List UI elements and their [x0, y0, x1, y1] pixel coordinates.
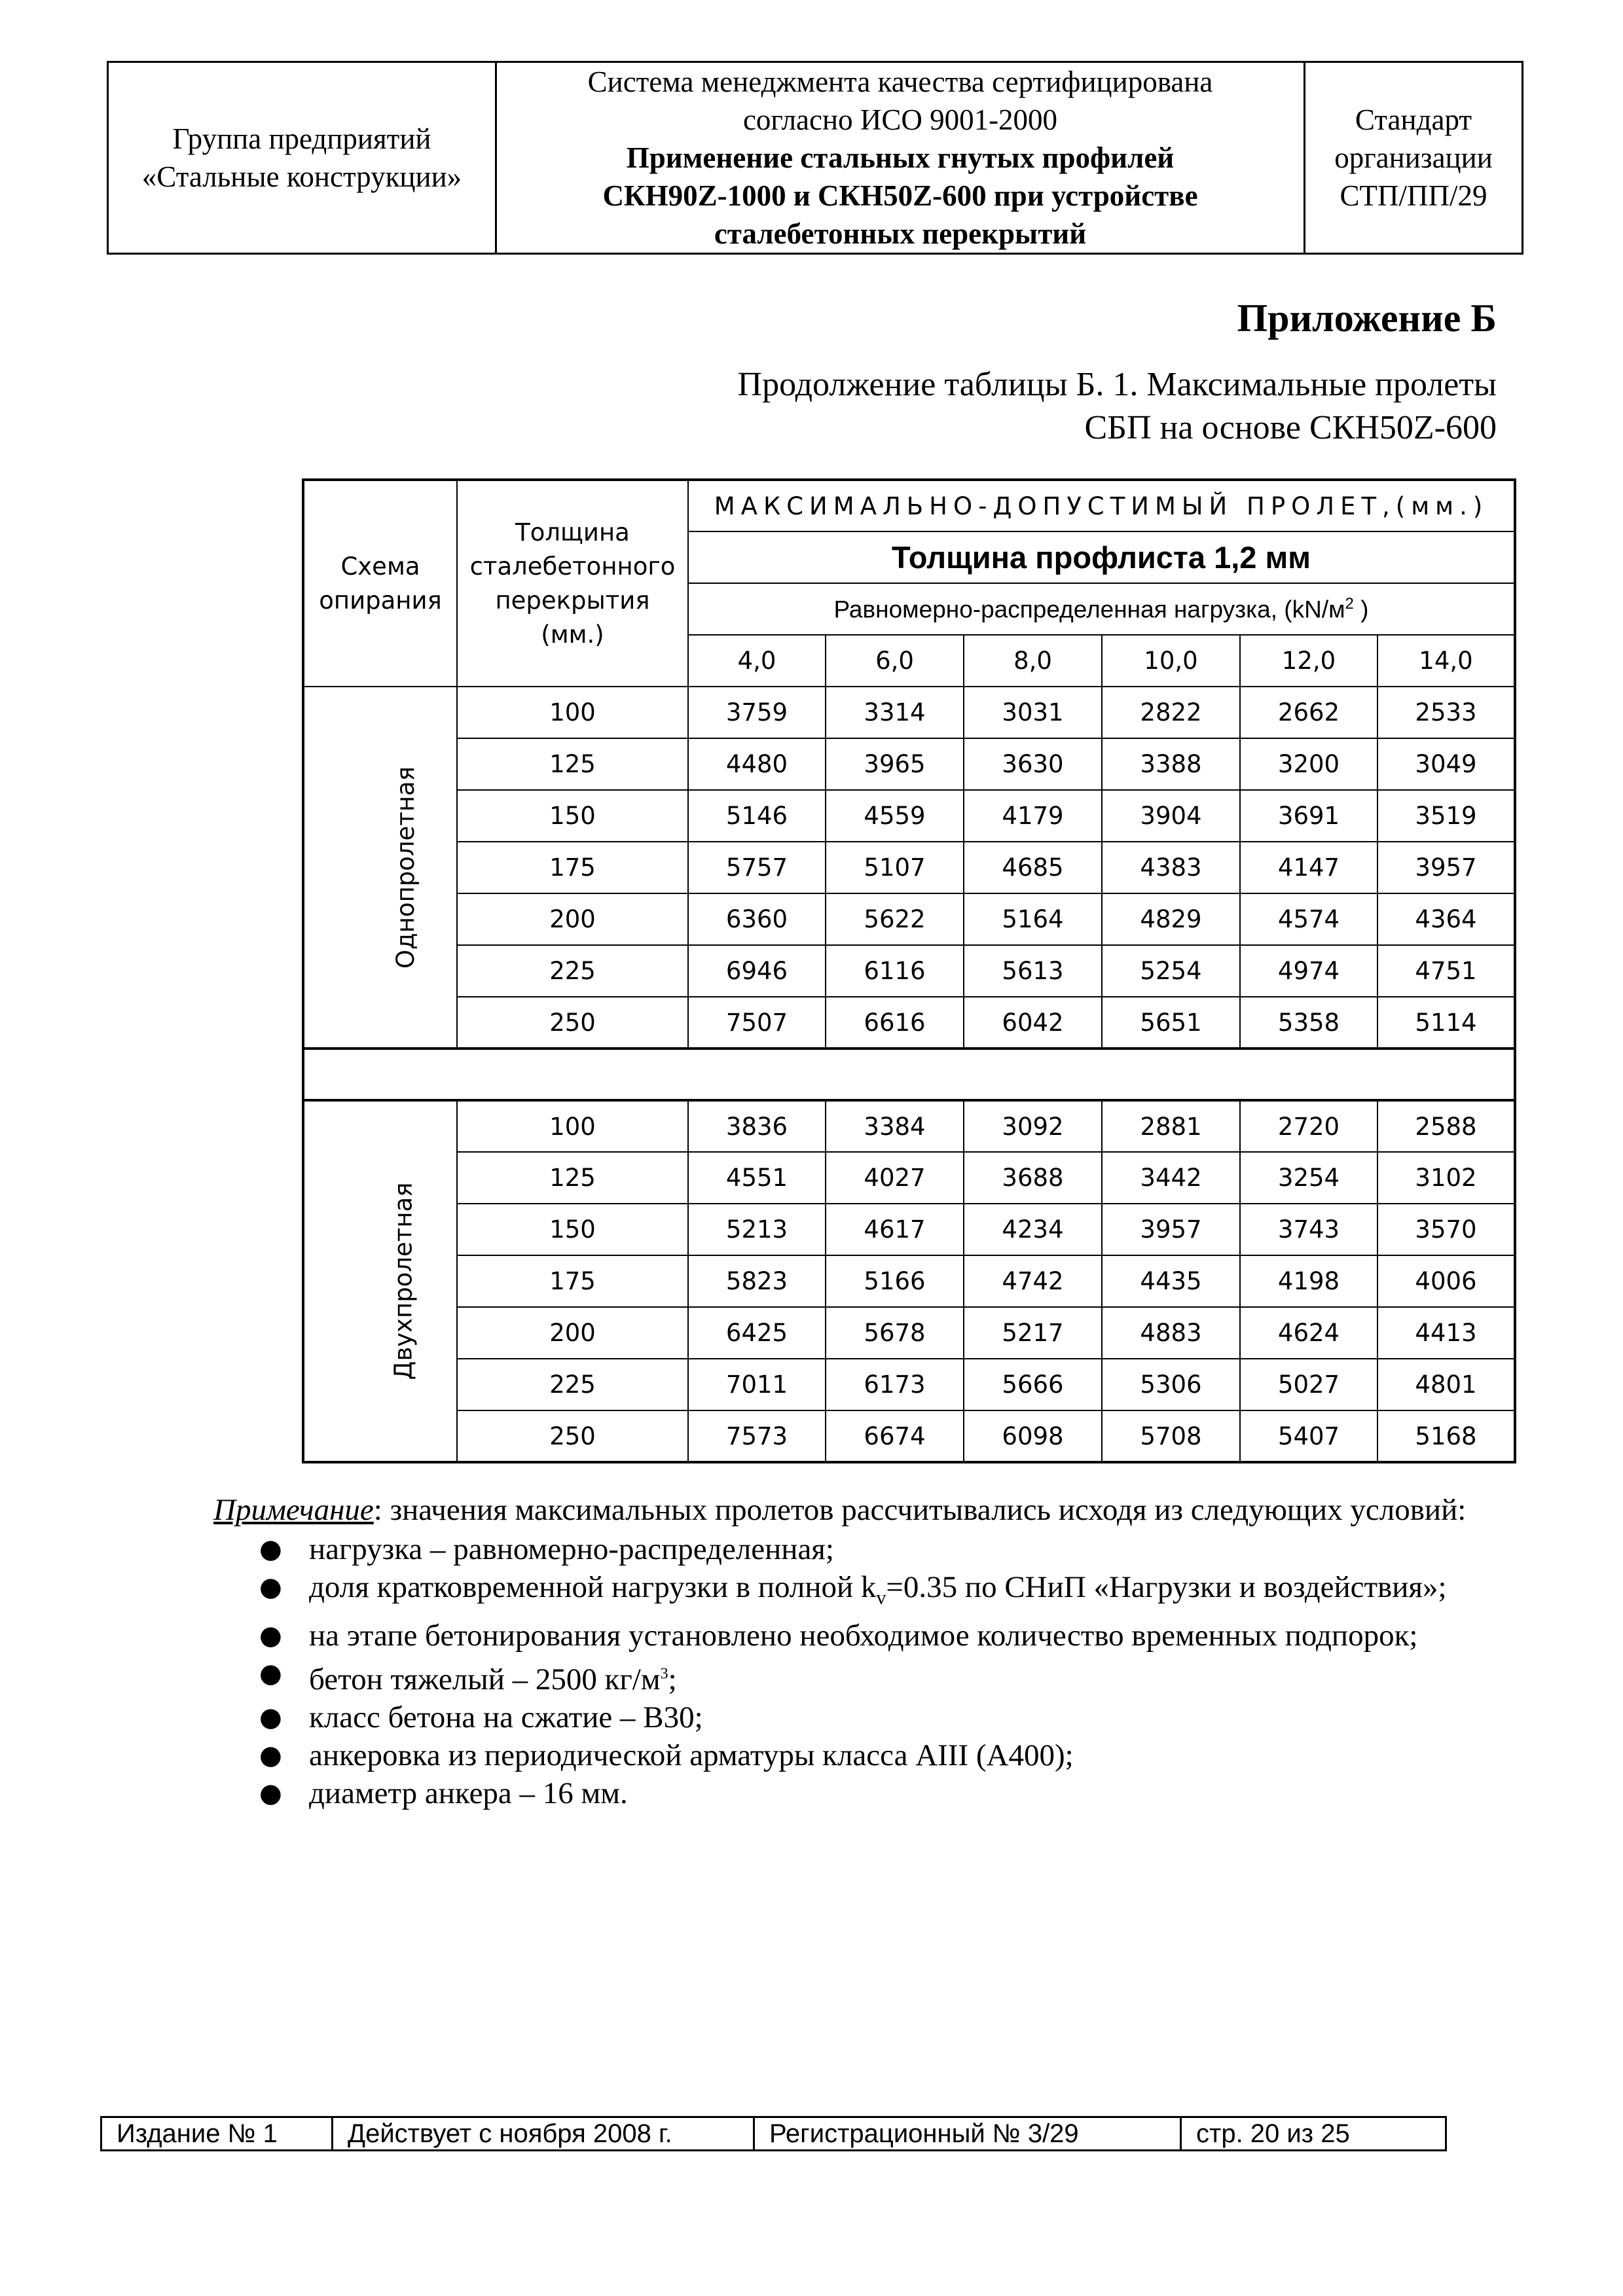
- header-org-line: Группа предприятий: [172, 122, 431, 155]
- span-value-cell: 4883: [1102, 1307, 1240, 1359]
- span-value-cell: 4413: [1377, 1307, 1515, 1359]
- span-value-cell: 3442: [1102, 1152, 1240, 1204]
- span-table-body: [303, 687, 1515, 1462]
- table-caption: [738, 363, 1497, 450]
- span-value-cell: 5027: [1240, 1359, 1377, 1410]
- span-value-cell: 7507: [688, 997, 826, 1049]
- span-value-cell: 3691: [1240, 790, 1377, 842]
- span-value-cell: 3031: [964, 687, 1102, 738]
- slab-thickness-cell: 150: [457, 790, 688, 842]
- span-value-cell: 4617: [826, 1204, 964, 1255]
- note-item-text: класс бетона на сжатие – B30;: [309, 1700, 703, 1735]
- max-span-header: МАКСИМАЛЬНО-ДОПУСТИМЫЙ ПРОЛЕТ,(мм.): [688, 480, 1515, 531]
- note-item-text: на этапе бетонирования установлено необходимое количество временных подпорок;: [309, 1619, 1418, 1653]
- note-item-text: доля кратковременной нагрузки в полной $k_v=0.35$ по СНиП «Нагрузки и воздействия»;: [309, 1570, 1447, 1609]
- span-value-cell: 3904: [1102, 790, 1240, 842]
- span-value-cell: 5213: [688, 1204, 826, 1255]
- span-value-cell: 4234: [964, 1204, 1102, 1255]
- footer-page-number: стр. 20 из 25: [1181, 2117, 1446, 2151]
- load-value-cell: 4,0: [688, 635, 826, 687]
- span-value-cell: 5757: [688, 842, 826, 893]
- load-header-sup: 2: [1345, 594, 1354, 613]
- caption-line: Продолжение таблицы Б. 1. Максимальные пролеты: [737, 366, 1497, 403]
- bullet-icon: ●: [259, 1534, 282, 1564]
- note-item: [213, 1568, 1500, 1617]
- span-value-cell: 3957: [1377, 842, 1515, 893]
- span-value-cell: 5823: [688, 1255, 826, 1307]
- span-value-cell: 5254: [1102, 945, 1240, 997]
- bullet-icon: ●: [259, 1621, 282, 1651]
- span-value-cell: 3384: [826, 1100, 964, 1152]
- col-header-scheme-line: Схема: [340, 552, 420, 581]
- document-footer: [100, 2116, 1447, 2151]
- span-value-cell: 2588: [1377, 1100, 1515, 1152]
- span-value-cell: 3519: [1377, 790, 1515, 842]
- span-value-cell: 6042: [964, 997, 1102, 1049]
- span-value-cell: 3630: [964, 738, 1102, 790]
- load-header: [688, 583, 1515, 635]
- note-item: [213, 1736, 1500, 1774]
- slab-thickness-cell: 200: [457, 893, 688, 945]
- span-value-cell: 4801: [1377, 1359, 1515, 1410]
- table-row: [303, 945, 1515, 997]
- span-value-cell: 4383: [1102, 842, 1240, 893]
- span-value-cell: 6173: [826, 1359, 964, 1410]
- profile-thickness-header: Толщина профлиста 1,2 мм: [688, 531, 1515, 583]
- table-row: [303, 1100, 1515, 1152]
- slab-thickness-cell: 225: [457, 1359, 688, 1410]
- span-value-cell: 2533: [1377, 687, 1515, 738]
- span-value-cell: 5217: [964, 1307, 1102, 1359]
- footer-valid-since: Действует с ноября 2008 г.: [333, 2117, 754, 2151]
- col-header-scheme-line: опирания: [319, 586, 442, 615]
- note-item: [213, 1655, 1500, 1698]
- slab-thickness-cell: 175: [457, 842, 688, 893]
- span-value-cell: 6098: [964, 1410, 1102, 1462]
- header-standard-line: организации: [1334, 141, 1493, 174]
- slab-thickness-cell: 125: [457, 738, 688, 790]
- note-item: [213, 1774, 1500, 1812]
- note-item: [213, 1530, 1500, 1568]
- span-value-cell: 3092: [964, 1100, 1102, 1152]
- load-value-cell: 12,0: [1240, 635, 1377, 687]
- span-value-cell: 5708: [1102, 1410, 1240, 1462]
- span-value-cell: 5678: [826, 1307, 964, 1359]
- span-value-cell: 5622: [826, 893, 964, 945]
- span-value-cell: 3957: [1102, 1204, 1240, 1255]
- span-value-cell: 4147: [1240, 842, 1377, 893]
- notes-list: [213, 1530, 1500, 1812]
- slab-thickness-cell: 225: [457, 945, 688, 997]
- table-row: [303, 1152, 1515, 1204]
- span-value-cell: 4435: [1102, 1255, 1240, 1307]
- footer-registration: Регистрационный № 3/29: [754, 2117, 1181, 2151]
- span-value-cell: 3759: [688, 687, 826, 738]
- span-value-cell: 7011: [688, 1359, 826, 1410]
- table-row: [303, 1307, 1515, 1359]
- span-value-cell: 3314: [826, 687, 964, 738]
- support-scheme-cell: [303, 687, 457, 1049]
- span-value-cell: 4551: [688, 1152, 826, 1204]
- col-header-thickness-line: сталебетонного: [469, 552, 676, 581]
- caption-line: СБП на основе СКН50Z-600: [1084, 409, 1497, 446]
- table-row: [303, 1359, 1515, 1410]
- note-item: [213, 1617, 1500, 1655]
- span-value-cell: 4685: [964, 842, 1102, 893]
- load-value-cell: 8,0: [964, 635, 1102, 687]
- slab-thickness-cell: 200: [457, 1307, 688, 1359]
- col-header-thickness: [457, 480, 688, 687]
- group-separator-row: [303, 1049, 1515, 1100]
- note-item-text: бетон тяжелый – 2500 $кг/м^3$;: [309, 1662, 677, 1697]
- span-value-cell: 3570: [1377, 1204, 1515, 1255]
- col-header-thickness-line: перекрытия: [495, 586, 650, 615]
- appendix-title: Приложение Б: [1237, 296, 1497, 340]
- slab-thickness-cell: 100: [457, 1100, 688, 1152]
- span-value-cell: 3254: [1240, 1152, 1377, 1204]
- note-intro: [213, 1491, 1500, 1529]
- header-title-line: сталебетонных перекрытий: [714, 217, 1087, 250]
- load-value-cell: 10,0: [1102, 635, 1240, 687]
- bullet-icon: ●: [259, 1740, 282, 1771]
- span-value-cell: 4742: [964, 1255, 1102, 1307]
- header-title-line: СКН90Z-1000 и СКН50Z-600 при устройстве: [602, 179, 1198, 212]
- table-row: [303, 1410, 1515, 1462]
- note-item-text: нагрузка – равномерно-распределенная;: [309, 1532, 834, 1566]
- note-item: [213, 1698, 1500, 1736]
- slab-thickness-cell: 150: [457, 1204, 688, 1255]
- span-value-cell: 4480: [688, 738, 826, 790]
- col-header-thickness-line: Толщина: [515, 518, 630, 547]
- table-row: [303, 997, 1515, 1049]
- span-value-cell: 4574: [1240, 893, 1377, 945]
- col-header-scheme: [303, 480, 457, 687]
- span-value-cell: 5166: [826, 1255, 964, 1307]
- span-value-cell: 6674: [826, 1410, 964, 1462]
- span-value-cell: 4179: [964, 790, 1102, 842]
- table-row: [303, 687, 1515, 738]
- note-item-text: диаметр анкера – 16 мм.: [309, 1776, 628, 1811]
- header-standard-code: [1305, 62, 1523, 254]
- span-value-cell: 4559: [826, 790, 964, 842]
- support-scheme-label: Однопролетная: [391, 766, 420, 969]
- bullet-icon: ●: [259, 1659, 282, 1689]
- span-value-cell: 5164: [964, 893, 1102, 945]
- footer-edition: Издание № 1: [101, 2117, 333, 2151]
- span-value-cell: 4198: [1240, 1255, 1377, 1307]
- span-value-cell: 3965: [826, 738, 964, 790]
- note-intro-text: : значения максимальных пролетов рассчитывались исходя из следующих условий:: [373, 1493, 1467, 1527]
- header-title-line: Применение стальных гнутых профилей: [626, 141, 1175, 174]
- span-value-cell: 5146: [688, 790, 826, 842]
- span-value-cell: 2822: [1102, 687, 1240, 738]
- span-value-cell: 6616: [826, 997, 964, 1049]
- header-standard-line: СТП/ПП/29: [1340, 179, 1487, 212]
- load-header-text: Равномерно-распределенная нагрузка, (kN/м: [833, 596, 1345, 623]
- slab-thickness-cell: 125: [457, 1152, 688, 1204]
- span-value-cell: 3743: [1240, 1204, 1377, 1255]
- group-separator-cell: [303, 1049, 1515, 1100]
- span-value-cell: 6360: [688, 893, 826, 945]
- span-value-cell: 4006: [1377, 1255, 1515, 1307]
- span-value-cell: 7573: [688, 1410, 826, 1462]
- document-header: [107, 61, 1523, 255]
- span-value-cell: 6425: [688, 1307, 826, 1359]
- span-value-cell: 5651: [1102, 997, 1240, 1049]
- span-value-cell: 4027: [826, 1152, 964, 1204]
- table-row: [303, 893, 1515, 945]
- span-value-cell: 5168: [1377, 1410, 1515, 1462]
- span-value-cell: 4829: [1102, 893, 1240, 945]
- span-value-cell: 5107: [826, 842, 964, 893]
- header-qms-line: согласно ИСО 9001-2000: [742, 103, 1058, 136]
- span-value-cell: 3049: [1377, 738, 1515, 790]
- span-value-cell: 5114: [1377, 997, 1515, 1049]
- span-value-cell: 2662: [1240, 687, 1377, 738]
- bullet-icon: ●: [259, 1702, 282, 1733]
- span-value-cell: 4974: [1240, 945, 1377, 997]
- load-value-cell: 6,0: [826, 635, 964, 687]
- bullet-icon: ●: [259, 1778, 282, 1809]
- load-value-cell: 14,0: [1377, 635, 1515, 687]
- table-row: [303, 738, 1515, 790]
- span-value-cell: 5666: [964, 1359, 1102, 1410]
- col-header-thickness-line: (мм.): [541, 620, 604, 649]
- span-value-cell: 5407: [1240, 1410, 1377, 1462]
- span-value-cell: 4751: [1377, 945, 1515, 997]
- span-value-cell: 4624: [1240, 1307, 1377, 1359]
- slab-thickness-cell: 250: [457, 1410, 688, 1462]
- span-value-cell: 2720: [1240, 1100, 1377, 1152]
- span-value-cell: 6946: [688, 945, 826, 997]
- table-row: [303, 790, 1515, 842]
- span-value-cell: 3388: [1102, 738, 1240, 790]
- load-header-end: ): [1353, 596, 1369, 623]
- header-qms-line: Система менеджмента качества сертифицирована: [587, 65, 1213, 98]
- table-row: [303, 1255, 1515, 1307]
- support-scheme-label: Двухпролетная: [389, 1182, 418, 1380]
- span-value-cell: 2881: [1102, 1100, 1240, 1152]
- span-value-cell: 3102: [1377, 1152, 1515, 1204]
- span-value-cell: 6116: [826, 945, 964, 997]
- span-value-cell: 5613: [964, 945, 1102, 997]
- table-row: [303, 1204, 1515, 1255]
- note-label: Примечание: [213, 1493, 374, 1527]
- span-value-cell: 3688: [964, 1152, 1102, 1204]
- max-span-table: [302, 478, 1516, 1463]
- span-value-cell: 3200: [1240, 738, 1377, 790]
- slab-thickness-cell: 250: [457, 997, 688, 1049]
- header-document-title: [496, 62, 1305, 254]
- table-row: [303, 842, 1515, 893]
- bullet-icon: ●: [259, 1572, 282, 1602]
- header-organization: [108, 62, 496, 254]
- slab-thickness-cell: 100: [457, 687, 688, 738]
- span-value-cell: 4364: [1377, 893, 1515, 945]
- span-value-cell: 5306: [1102, 1359, 1240, 1410]
- header-standard-line: Стандарт: [1355, 103, 1472, 136]
- header-org-line: «Стальные конструкции»: [141, 160, 462, 193]
- notes-section: [213, 1491, 1500, 1812]
- span-value-cell: 3836: [688, 1100, 826, 1152]
- note-item-text: анкеровка из периодической арматуры класса AIII (A400);: [309, 1738, 1074, 1773]
- slab-thickness-cell: 175: [457, 1255, 688, 1307]
- span-value-cell: 5358: [1240, 997, 1377, 1049]
- support-scheme-cell: [303, 1100, 457, 1462]
